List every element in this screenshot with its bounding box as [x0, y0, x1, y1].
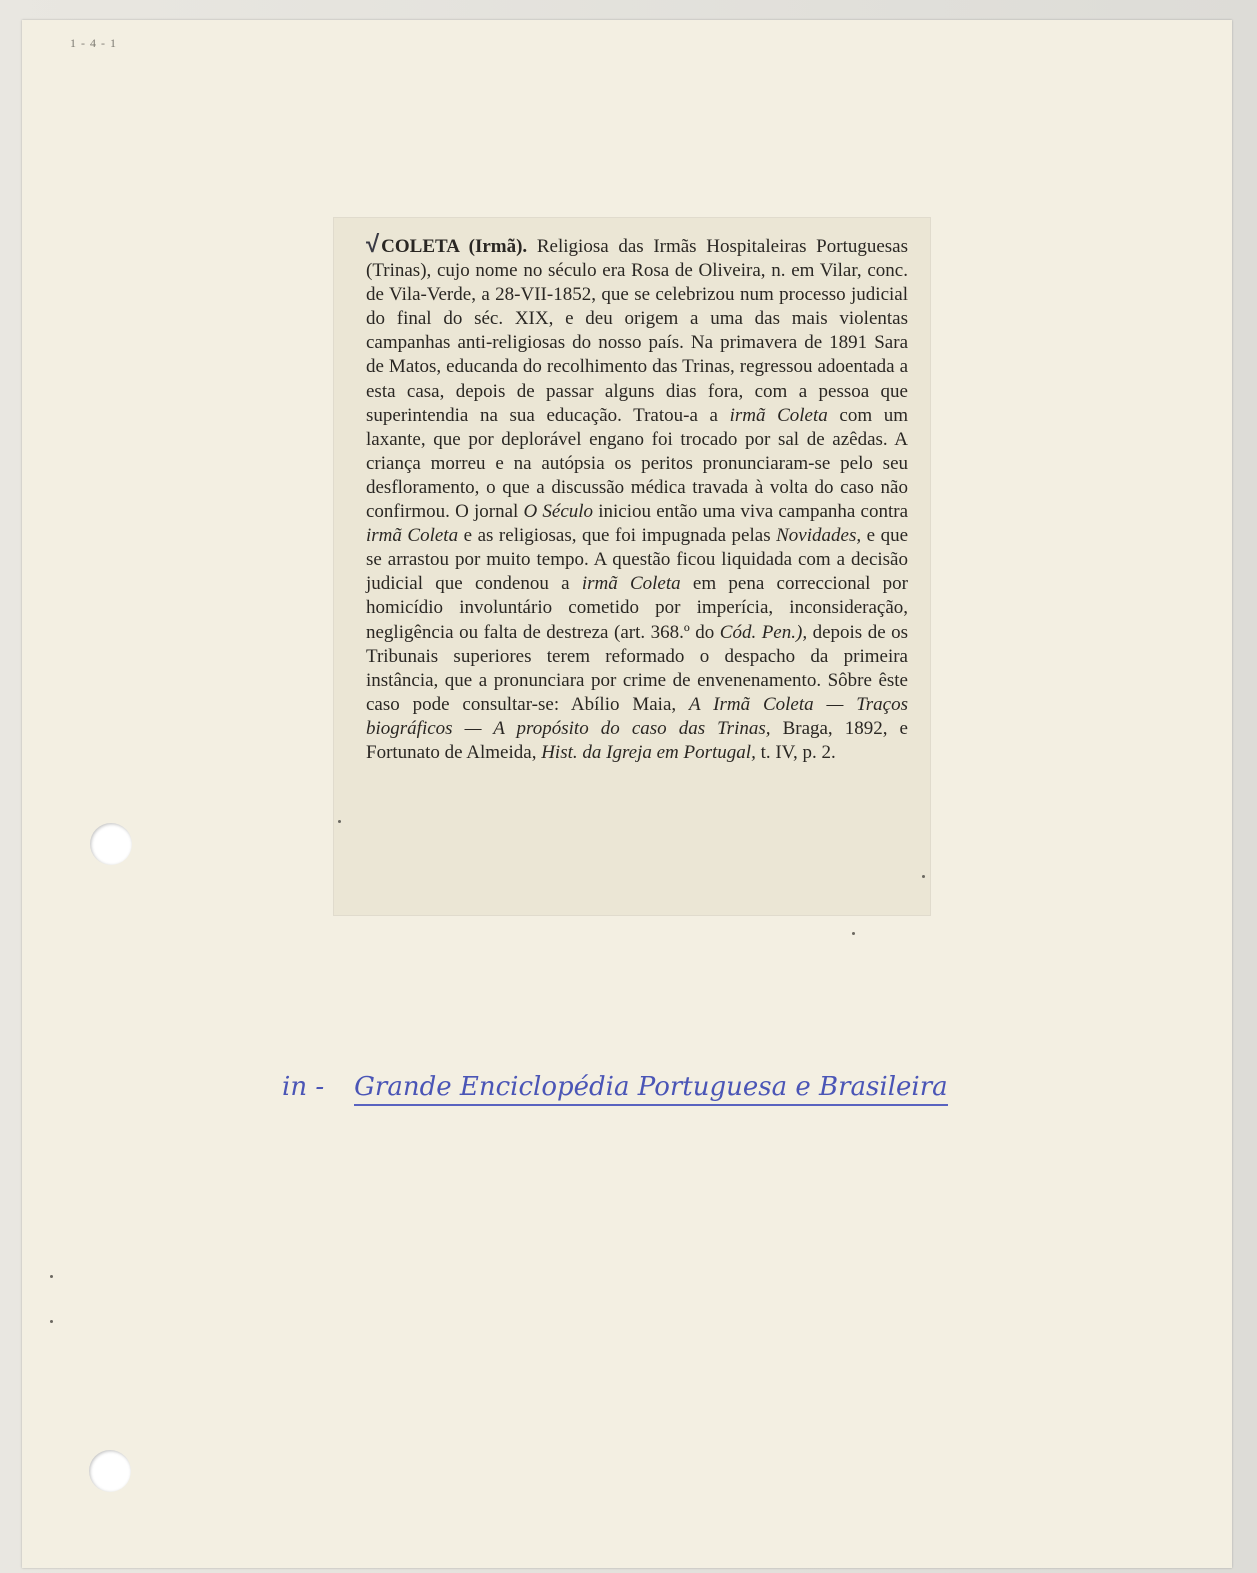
ink-speck — [50, 1275, 53, 1278]
clipping-text — [366, 233, 908, 765]
ink-speck — [50, 1320, 53, 1323]
entry-emphasis: Novidades, — [776, 525, 862, 547]
entry-emphasis: irmã Coleta — [366, 525, 459, 547]
entry-emphasis: irmã Coleta — [581, 573, 681, 595]
ink-speck — [922, 875, 925, 878]
note-source-title: Grande Enciclopédia Portuguesa e Brasileira — [354, 1072, 948, 1106]
entry-text: e as religiosas, que foi impugnada pelas — [463, 525, 771, 547]
ink-speck — [852, 932, 855, 935]
handwritten-source-note — [282, 1072, 1042, 1106]
entry-headword: COLETA (Irmã). — [381, 236, 528, 257]
entry-emphasis: A Irmã Coleta — Traços biográficos — A propósito do caso das Trinas, — [366, 693, 908, 739]
ink-speck — [338, 820, 341, 823]
punch-hole-bottom — [89, 1450, 131, 1492]
corner-pencil-mark: 1 - 4 - 1 — [70, 36, 117, 50]
encyclopedia-clipping — [334, 218, 930, 915]
paper-sheet — [22, 20, 1232, 1568]
entry-text: t. IV, p. 2. — [760, 741, 836, 763]
check-mark-icon: √ — [366, 231, 380, 258]
entry-emphasis: irmã Coleta — [729, 404, 828, 426]
note-prefix: in - — [282, 1072, 325, 1102]
entry-emphasis: Hist. da Igreja em Portugal, — [541, 741, 756, 763]
entry-emphasis: Cód. Pen.), — [719, 621, 808, 643]
entry-text: em pena correccional por homicídio involuntário cometido por imperícia, inconsideração, negligência ou falta de destreza (art. 368.º do — [366, 573, 909, 643]
punch-hole-top — [90, 823, 132, 865]
entry-text: e que se arrastou por muito tempo. A questão ficou liquidada com a decisão judicial que condenou a — [366, 525, 909, 595]
entry-text: Braga, 1892, e Fortunato de Almeida, — [366, 717, 908, 763]
entry-text: Religiosa das Irmãs Hospitaleiras Portuguesas (Trinas), cujo nome no século era Rosa de Oliveira, n. em Vilar, conc. de Vila-Verde, a 28-VII-1852, que se celebrizou num processo judicial do final do séc. XIX, e deu origem a uma das mais violentas campanhas anti-religiosas do nosso país. Na primavera de 1891 Sara de Matos, educanda do recolhimento das Trinas, regressou adoentada a esta casa, depois de passar alguns dias fora, com a pessoa que superintendia na sua educação. Tratou-a a — [366, 236, 909, 426]
entry-text: com um laxante, que por deplorável engano foi trocado por sal de azêdas. A criança morreu e na autópsia os peritos pronunciaram-se pelo seu desfloramento, o que a discussão médica travada à volta do caso não confirmou. O jornal — [366, 404, 908, 523]
entry-emphasis: O Século — [523, 501, 594, 523]
entry-text: iniciou então uma viva campanha contra — [598, 501, 909, 523]
entry-text: depois de os Tribunais superiores terem reformado o despacho da primeira instância, que a pronunciara por crime de envenenamento. Sôbre êste caso pode consultar-se: Abílio Maia, — [366, 621, 909, 715]
